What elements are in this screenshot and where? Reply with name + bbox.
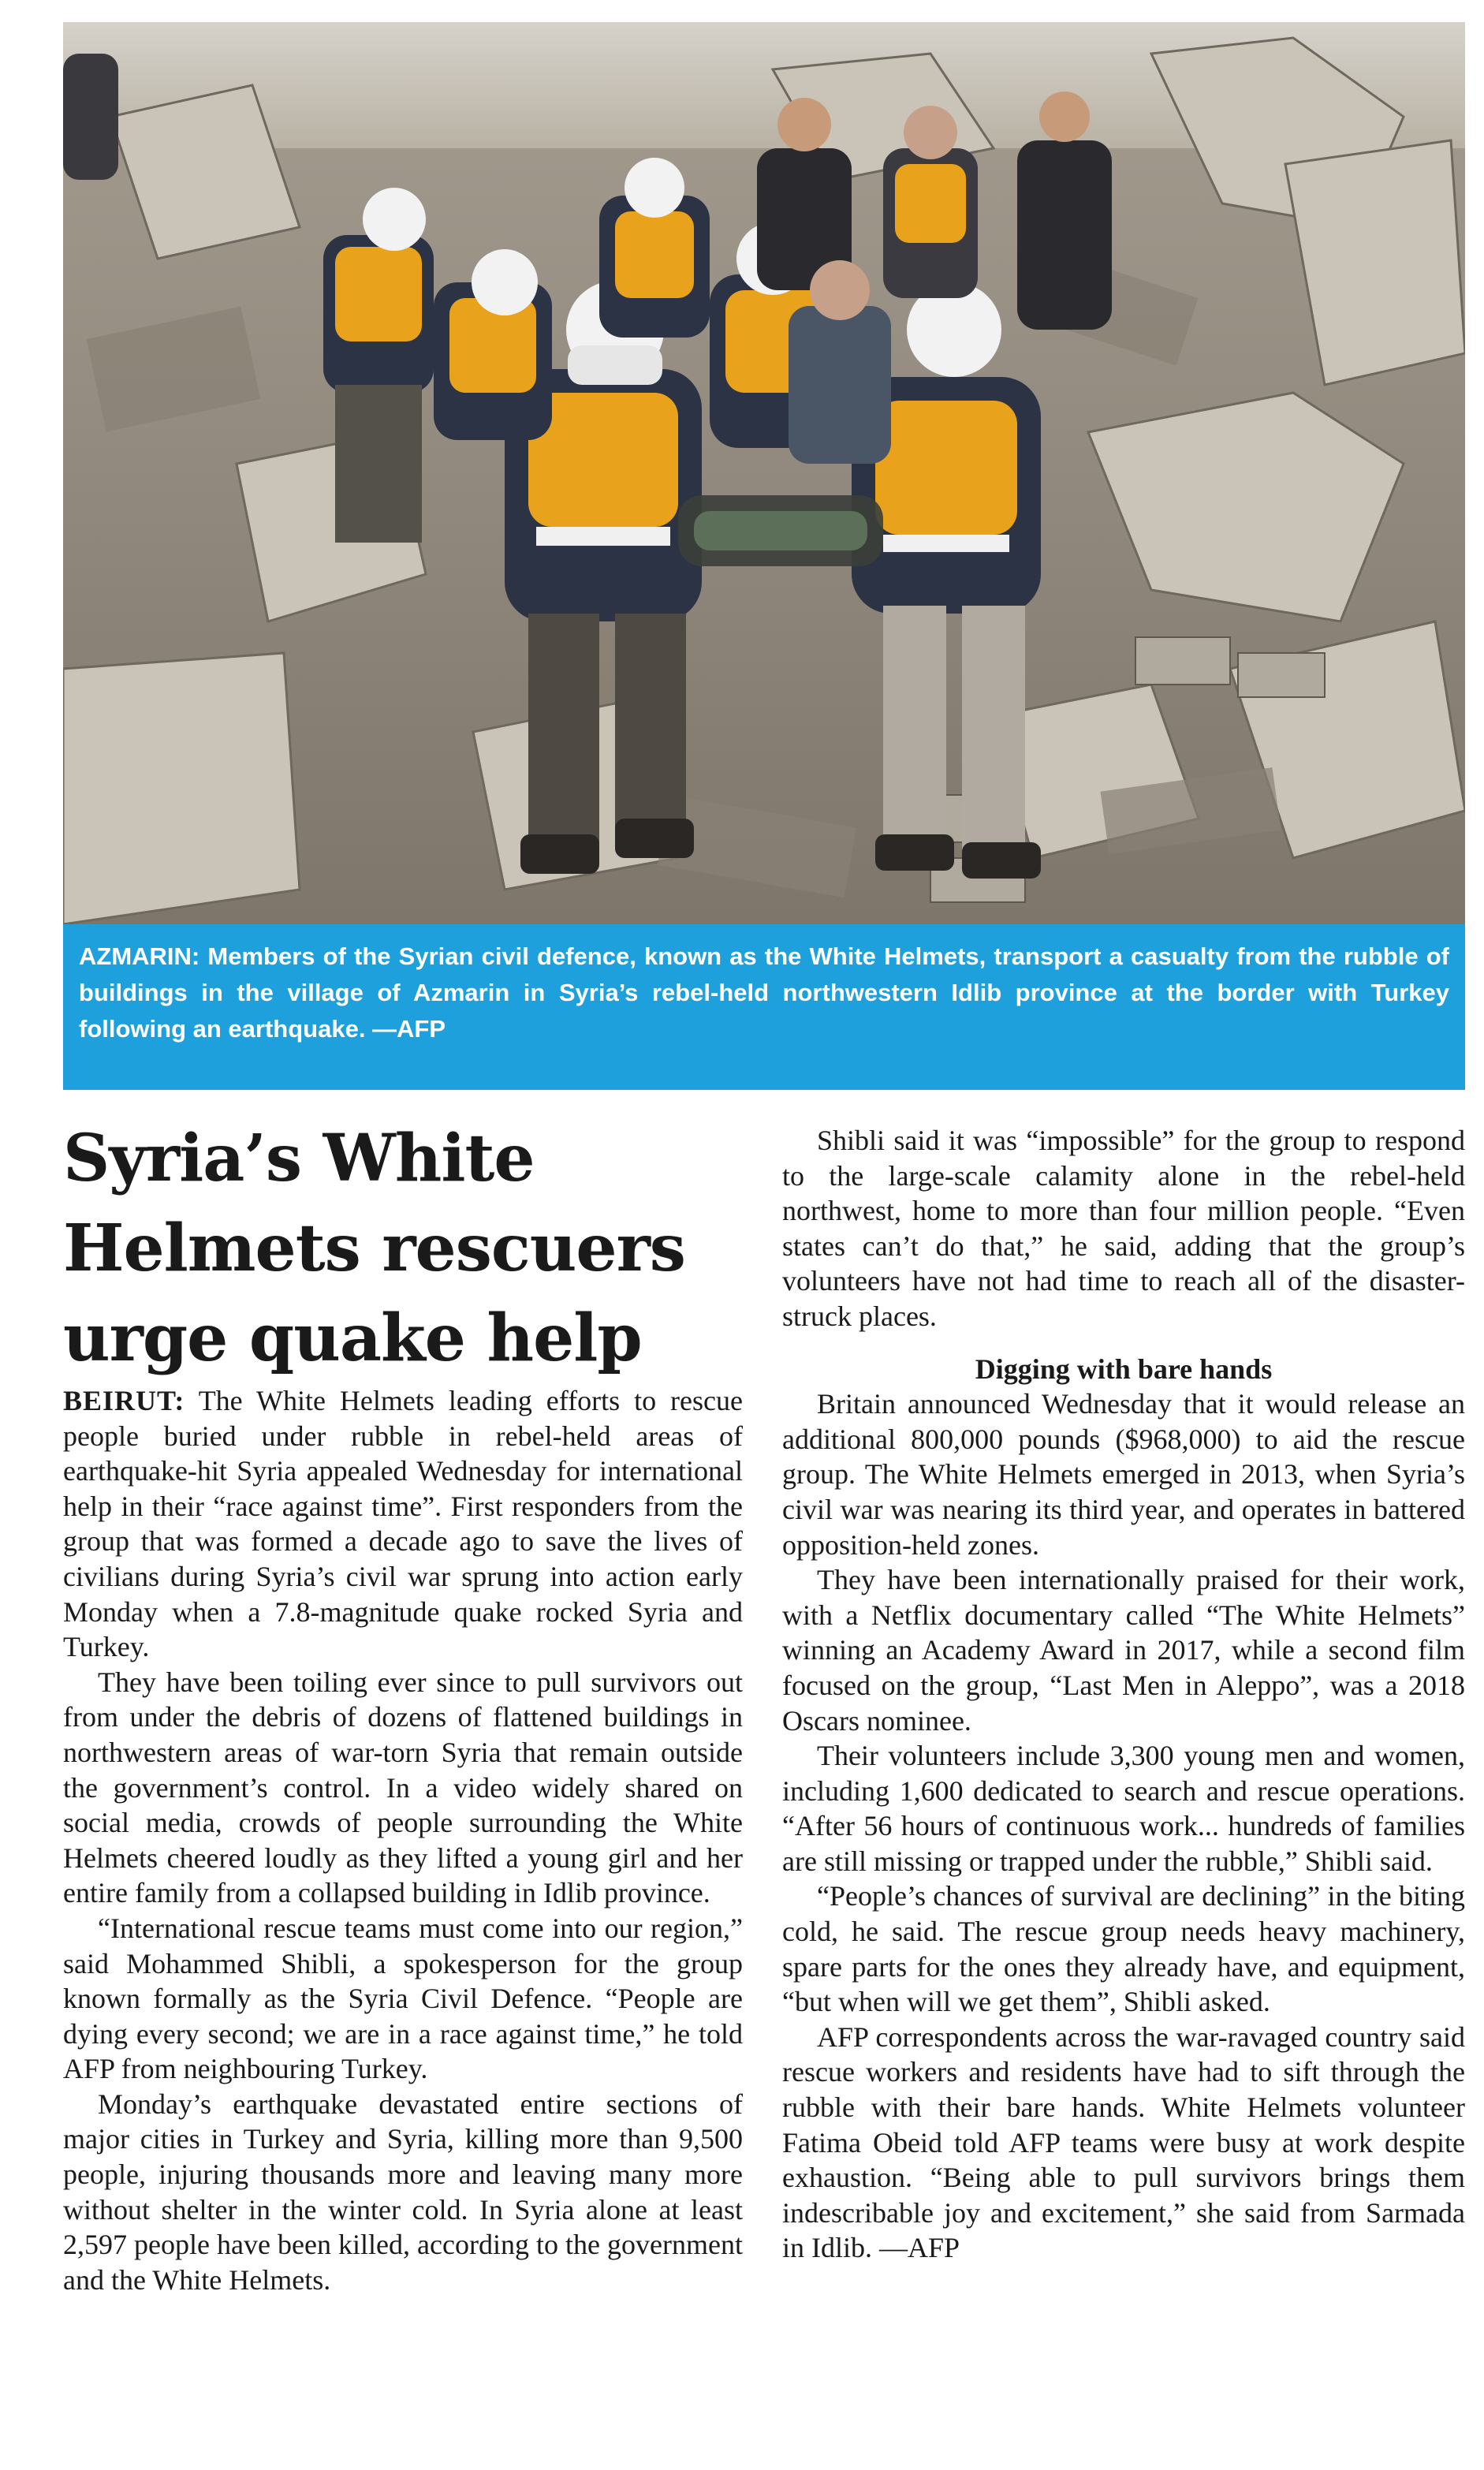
photo-caption: [63, 924, 1465, 1090]
section-subhead: Digging with bare hands: [975, 1353, 1273, 1385]
paragraph: They have been toiling ever since to pull survivors out from under the debris of dozens of flattened buildings in northwestern areas of war-torn Syria that remain outside the government’s control. In a video widely shared on social media, crowds of people surrounding the White Helmets cheered loudly as they lifted a young girl and her entire family from a collapsed building in Idlib province.: [63, 1666, 743, 1909]
article-column-right: [782, 1123, 1465, 2266]
article-column-left: [63, 1383, 743, 2297]
paragraph: They have been internationally praised for their work, with a Netflix documentary called “The White Helmets” winning an Academy Award in 2017, while a second film focused on the group, “Last Men in Aleppo”, was a 2018 Oscars nominee.: [782, 1564, 1465, 1737]
headline-line: urge quake help: [63, 1300, 642, 1376]
caption-text: AZMARIN: Members of the Syrian civil defence, known as the White Helmets, transport a casualty from the rubble of buildings in the village of Azmarin in Syria’s rebel-held northwestern Idlib province at the border with Turkey following an earthquake. —AFP: [79, 942, 1449, 1043]
paragraph: Their volunteers include 3,300 young men and women, including 1,600 dedicated to search and rescue operations. “After 56 hours of continuous work... hundreds of families are still missing or trapped under the rubble,” Shibli said.: [782, 1740, 1465, 1877]
paragraph: Monday’s earthquake devastated entire sections of major cities in Turkey and Syria, killing more than 9,500 people, injuring thousands more and leaving many more without shelter in the winter cold. In Syria alone at least 2,597 people have been killed, according to the government and the White Helmets.: [63, 2088, 743, 2296]
news-photo: [63, 22, 1465, 924]
paragraph-text: The White Helmets leading efforts to rescue people buried under rubble in rebel-held areas of earthquake-hit Syria appealed Wednesday for international help in their “race against time”. First responders from the group that was formed a decade ago to save the lives of civilians during Syria’s civil war sprung into action early Monday when a 7.8-magnitude quake rocked Syria and Turkey.: [63, 1385, 743, 1663]
paragraph: “People’s chances of survival are declining” in the biting cold, he said. The rescue group needs heavy machinery, spare parts for the ones they already have, and equipment, “but when will we get them”, Shibli asked.: [782, 1880, 1465, 2018]
paragraph: “International rescue teams must come into our region,” said Mohammed Shibli, a spokesperson for the group known formally as the Syria Civil Defence. “People are dying every second; we are in a race against time,” he told AFP from neighbouring Turkey.: [63, 1912, 743, 2085]
rescue-photo-illustration: [63, 22, 1465, 924]
paragraph: Shibli said it was “impossible” for the group to respond to the large-scale calamity alone in the rebel-held northwest, home to more than four million people. “Even states can’t do that,” he said, adding that the group’s volunteers have not had time to reach all of the disaster-struck places.: [782, 1125, 1465, 1332]
paragraph: [63, 1383, 743, 1665]
headline-line: Syria’s White: [63, 1121, 535, 1196]
paragraph: AFP correspondents across the war-ravaged country said rescue workers and residents have had to sift through the rubble with their bare hands. White Helmets volunteer Fatima Obeid told AFP teams were busy at work despite exhaustion. “Being able to pull survivors brings them indescribable joy and excitement,” she said from Sarmada in Idlib. —AFP: [782, 2020, 1465, 2264]
headline-line: Helmets rescuers: [63, 1211, 685, 1286]
dateline: BEIRUT:: [63, 1385, 185, 1416]
article-headline: [63, 1114, 757, 1383]
paragraph: Britain announced Wednesday that it would release an additional 800,000 pounds ($968,000) to aid the rescue group. The White Helmets emerged in 2013, when Syria’s civil war was nearing its third year, and operates in battered opposition-held zones.: [782, 1388, 1465, 1561]
